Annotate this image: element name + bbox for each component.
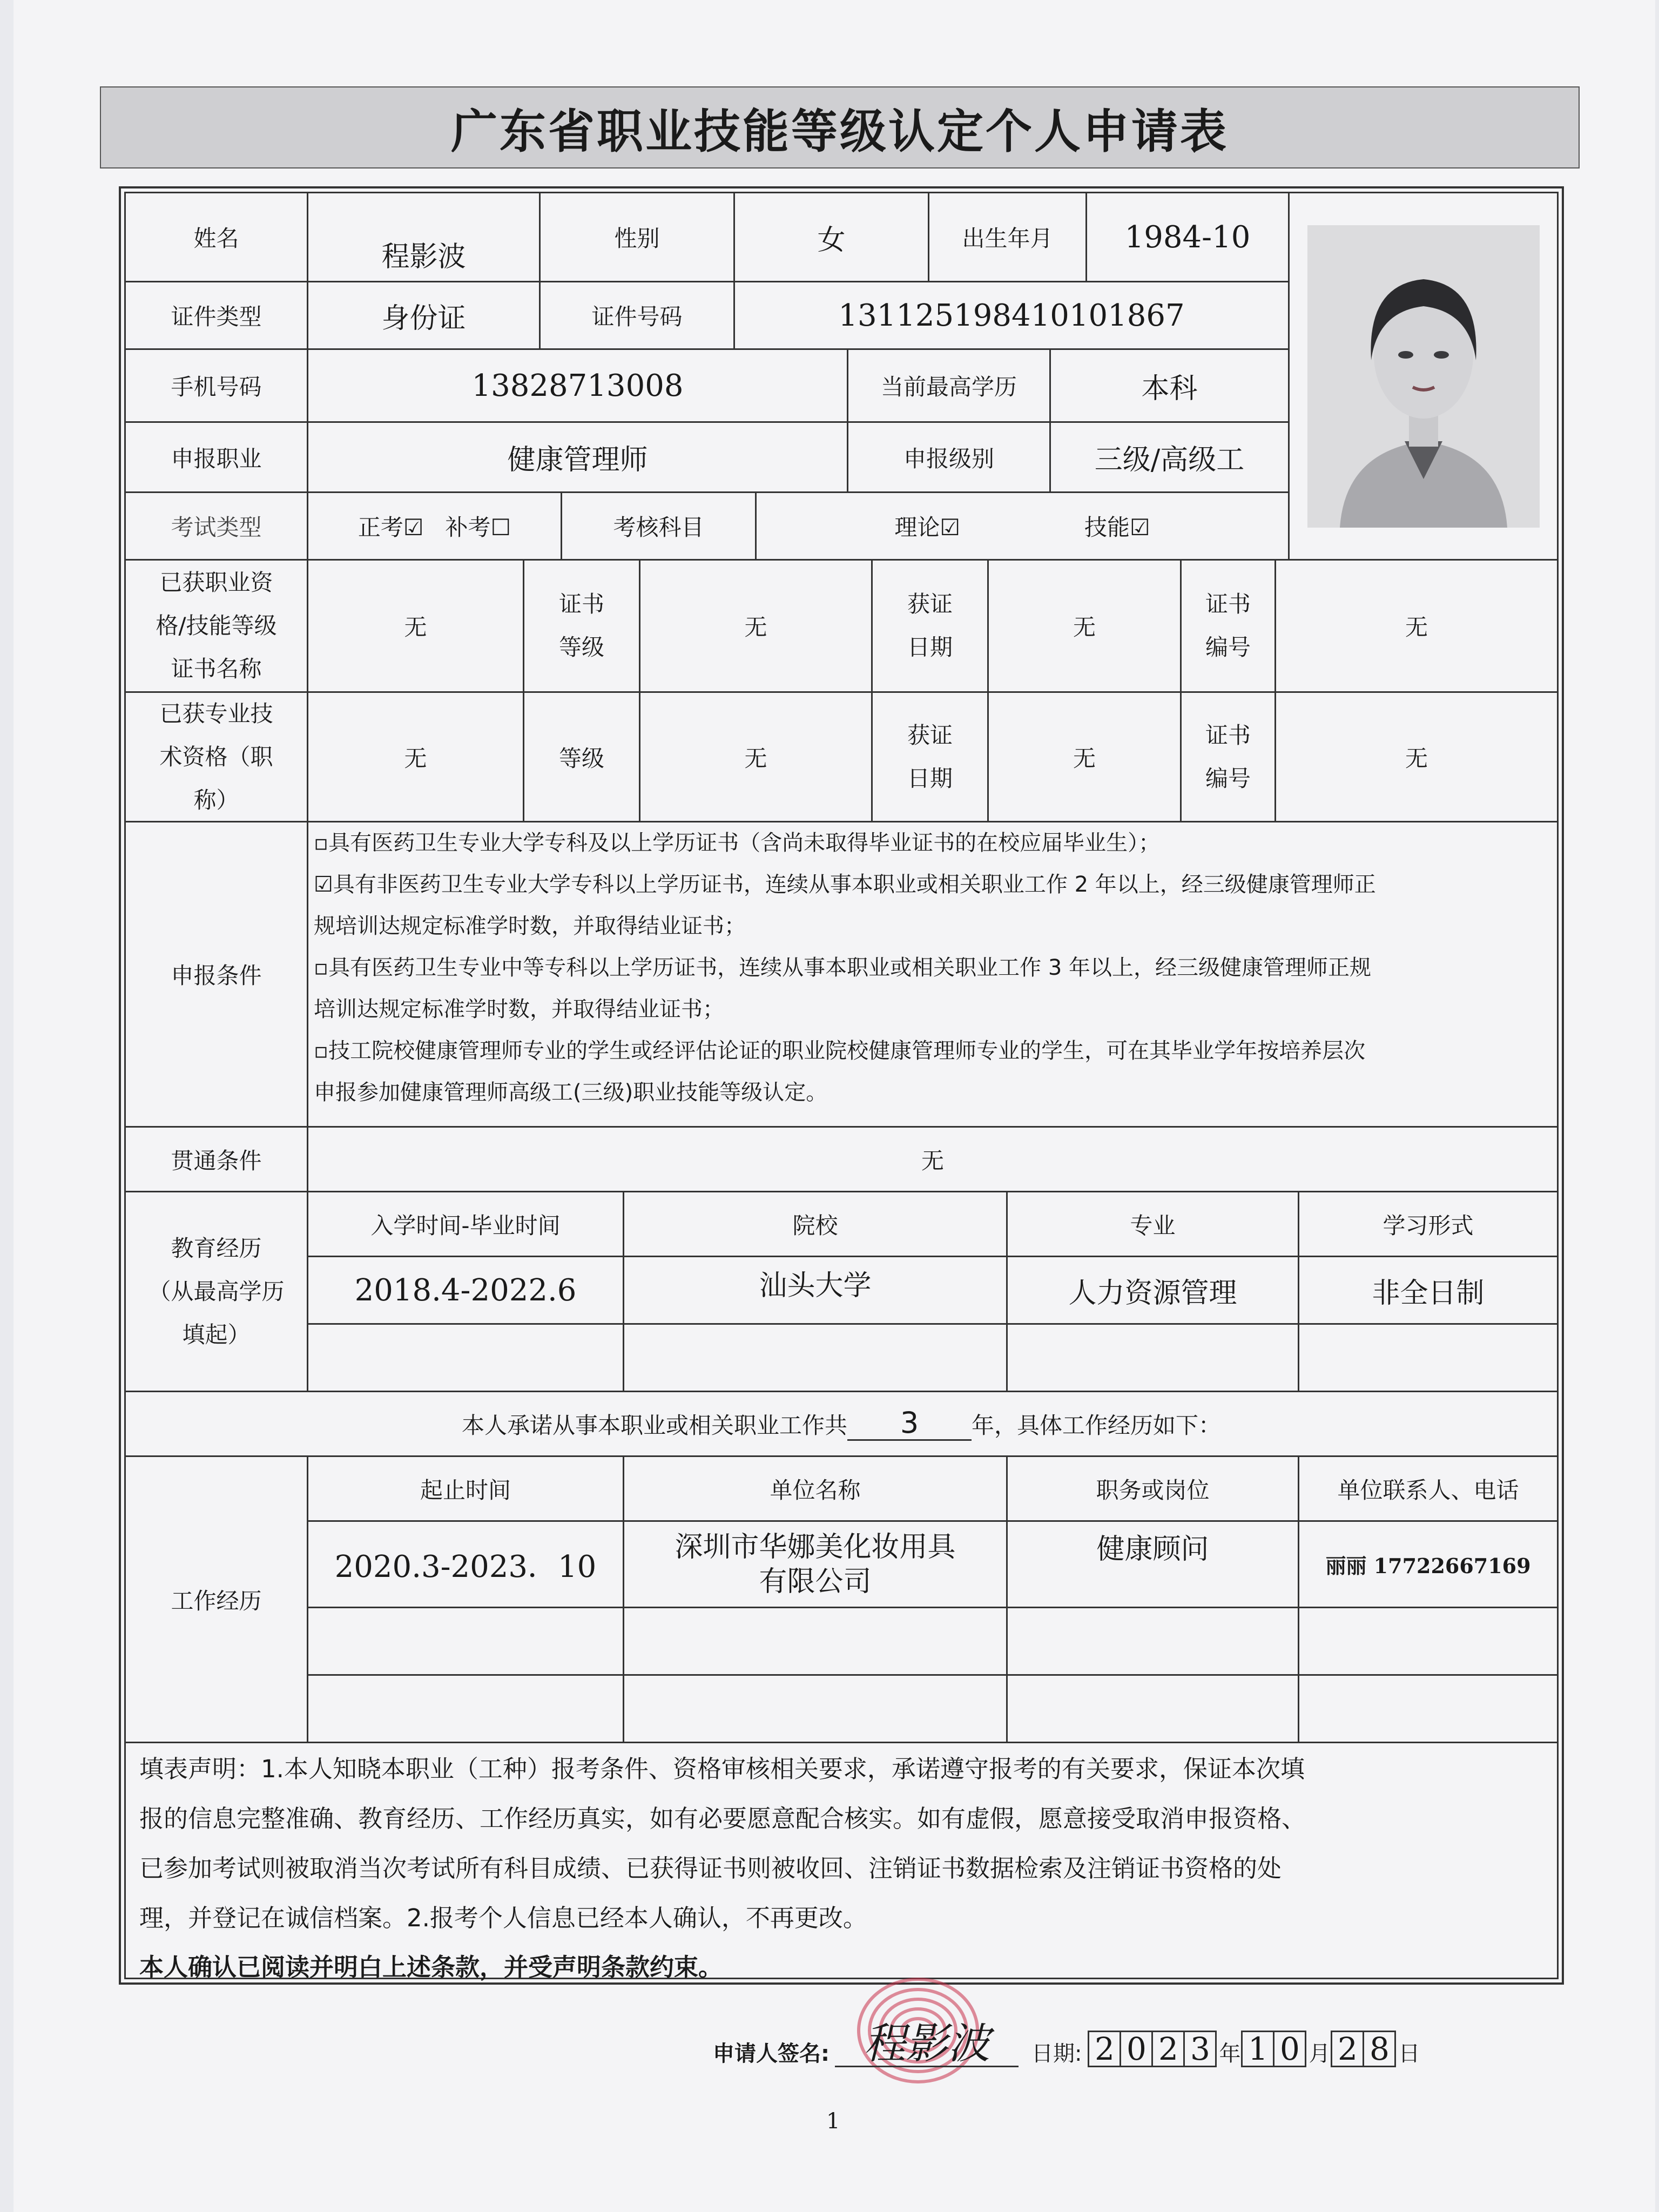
work-row-empty [1008,1608,1299,1676]
work-header-contact: 单位联系人、电话 [1299,1457,1557,1522]
exam-type-cell [308,493,562,561]
work-header-period: 起止时间 [308,1457,624,1522]
label-cert-number: 证书 编号 [1182,561,1276,693]
value-professional-number: 无 [1276,693,1557,822]
work-position: 健康顾问 [1008,1522,1299,1608]
value-professional-name: 无 [308,693,524,822]
label-level: 申报级别 [848,423,1051,493]
work-header-position: 职务或岗位 [1008,1457,1299,1522]
work-row-empty [1299,1608,1557,1676]
applicant-photo [1307,225,1540,528]
label-name: 姓名 [126,193,308,282]
value-qualification-number: 无 [1276,561,1557,693]
label-work: 工作经历 [126,1457,308,1743]
declaration-line: 填表声明：1.本人知晓本职业（工种）报考条件、资格审核相关要求，承诺遵守报考的有关要求，保证本次填 [139,1755,1305,1783]
work-header-company: 单位名称 [624,1457,1008,1522]
year-digit: 2 [1088,2031,1121,2067]
condition-line[interactable]: ▫技工院校健康管理师专业的学生或经评估论证的职业院校健康管理师专业的学生，可在其毕业学年按培养层次 [314,1038,1366,1063]
label-id-no: 证件号码 [541,282,735,350]
value-edu: 本科 [1051,350,1290,423]
label-prof-date: 获证 日期 [873,693,989,822]
date-label: 日期: [1031,2041,1082,2066]
day-digit: 2 [1331,2031,1364,2067]
exam-makeup-checkbox[interactable]: 补考☐ [445,514,511,541]
label-cert-date: 获证 日期 [873,561,989,693]
commitment-prefix: 本人承诺从事本职业或相关职业工作共 [461,1412,847,1439]
label-id-type: 证件类型 [126,282,308,350]
signature-name: 程影波 [835,2022,1019,2067]
declaration-line: 已参加考试则被取消当次考试所有科目成绩、已获得证书则被收回、注销证书数据检索及注销证书资格的处 [139,1854,1282,1883]
label-phone: 手机号码 [126,350,308,423]
label-grade: 等级 [524,693,640,822]
label-edu: 当前最高学历 [848,350,1051,423]
value-professional-date: 无 [989,693,1182,822]
commitment-row [126,1392,1557,1457]
edu-row-empty [1299,1325,1557,1392]
edu-mode: 非全日制 [1299,1257,1557,1325]
signature-label: 申请人签名: [713,2041,830,2066]
value-professional-level: 无 [640,693,873,822]
edu-row-empty [624,1325,1008,1392]
label-birth: 出生年月 [929,193,1087,282]
work-row-empty [1008,1676,1299,1743]
form-title-band [100,86,1580,168]
day-digit: 8 [1363,2031,1396,2067]
value-level: 三级/高级工 [1051,423,1290,493]
label-cert-level: 证书 等级 [524,561,640,693]
value-id-type: 身份证 [308,282,541,350]
declaration-line: 报的信息完整准确、教育经历、工作经历真实，如有必要愿意配合核实。如有虚假，愿意接受取消申报资格、 [139,1804,1306,1833]
year-digit: 0 [1120,2031,1153,2067]
edu-header-period: 入学时间-毕业时间 [308,1192,624,1257]
condition-line: 申报参加健康管理师高级工(三级)职业技能等级认定。 [314,1080,828,1105]
label-occupation: 申报职业 [126,423,308,493]
subject-skill-checkbox[interactable]: 技能☑ [1084,514,1150,541]
year-digit: 3 [1183,2031,1217,2067]
value-qualification-name: 无 [308,561,524,693]
label-gender: 性别 [541,193,735,282]
edu-header-major: 专业 [1008,1192,1299,1257]
work-row-empty [624,1608,1008,1676]
page-number: 1 [826,2109,840,2134]
label-conditions: 申报条件 [126,822,308,1128]
month-digit: 1 [1241,2031,1274,2067]
value-occupation: 健康管理师 [308,423,848,493]
value-phone: 13828713008 [308,350,848,423]
year-digit: 2 [1151,2031,1185,2067]
commitment-years: 3 [847,1407,972,1441]
edu-header-mode: 学习形式 [1299,1192,1557,1257]
condition-line: 培训达规定标准学时数，并取得结业证书； [314,997,724,1022]
signature-row [713,2022,1420,2067]
work-row-empty [308,1676,624,1743]
value-through: 无 [308,1128,1557,1192]
value-birth: 1984-10 [1087,193,1290,282]
application-form [124,192,1559,1979]
work-row-empty [624,1676,1008,1743]
label-prof-number: 证书 编号 [1182,693,1276,822]
date-year-boxes[interactable] [1089,2031,1217,2067]
work-row-empty [1299,1676,1557,1743]
day-unit: 日 [1398,2041,1420,2066]
value-gender: 女 [735,193,929,282]
edu-row-empty [308,1325,624,1392]
commitment-suffix: 年，具体工作经历如下： [972,1412,1222,1439]
label-professional: 已获专业技 术资格（职 称） [126,693,308,822]
subject-theory-checkbox[interactable]: 理论☑ [894,514,960,541]
work-company: 深圳市华娜美化妆用具 有限公司 [624,1522,1008,1608]
subjects-cell [757,493,1290,561]
edu-major: 人力资源管理 [1008,1257,1299,1325]
edu-header-school: 院校 [624,1192,1008,1257]
conditions-cell [308,822,1557,1128]
exam-regular-checkbox[interactable]: 正考☑ [358,514,424,541]
value-name: 程影波 [308,193,541,282]
year-unit: 年 [1219,2041,1241,2066]
declaration [139,1744,1543,1992]
form-title: 广东省职业技能等级认定个人申请表 [451,105,1229,159]
label-qualification: 已获职业资 格/技能等级 证书名称 [126,561,308,693]
edu-row-empty [1008,1325,1299,1392]
label-education: 教育经历 （从最高学历 填起） [126,1192,308,1392]
month-unit: 月 [1309,2041,1331,2066]
work-row-empty [308,1608,624,1676]
label-subjects: 考核科目 [562,493,757,561]
photo-cell [1290,193,1557,561]
condition-line[interactable]: ▫具有医药卫生专业大学专科及以上学历证书（含尚未取得毕业证书的在校应届毕业生）； [314,831,1161,855]
work-contact: 丽丽 17722667169 [1299,1522,1557,1608]
date-month-boxes[interactable] [1243,2031,1306,2067]
work-period: 2020.3-2023．10 [308,1522,624,1608]
value-id-no: 131125198410101867 [735,282,1290,350]
label-through: 贯通条件 [126,1128,308,1192]
month-digit: 0 [1273,2031,1306,2067]
condition-line[interactable]: ☑具有非医药卫生专业大学专科以上学历证书，连续从事本职业或相关职业工作 2 年以上，经三级健康管理师正 [314,872,1376,897]
edu-period: 2018.4-2022.6 [308,1257,624,1325]
value-qualification-date: 无 [989,561,1182,693]
declaration-confirm: 本人确认已阅读并明白上述条款，并受声明条款约束。 [139,1953,723,1981]
value-qualification-level: 无 [640,561,873,693]
edu-school: 汕头大学 [624,1257,1008,1325]
condition-line: 规培训达规定标准学时数，并取得结业证书； [314,914,746,939]
date-day-boxes[interactable] [1332,2031,1396,2067]
conditions-text [314,822,1376,1114]
declaration-line: 理，并登记在诚信档案。2.报考个人信息已经本人确认，不再更改。 [139,1904,867,1932]
condition-line[interactable]: ▫具有医药卫生专业中等专科以上学历证书，连续从事本职业或相关职业工作 3 年以上，经三级健康管理师正规 [314,955,1371,980]
label-exam-type: 考试类型 [126,493,308,561]
